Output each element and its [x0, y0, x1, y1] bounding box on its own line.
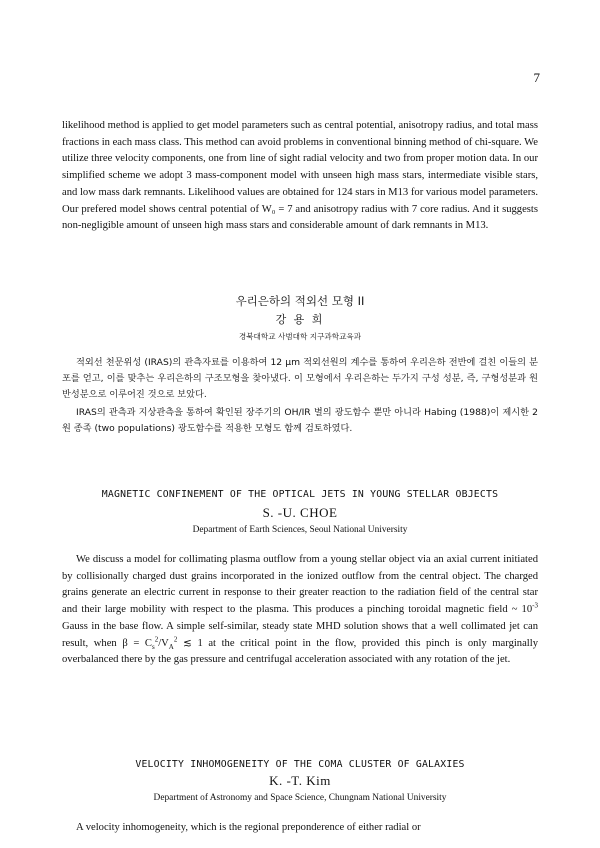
jets-text-part-c: /V [158, 637, 169, 649]
sound-speed-subscript: s [151, 642, 155, 651]
alfven-speed-subscript: A [168, 642, 174, 651]
intro-paragraph: likelihood method is applied to get model parameters such as central potential, anisotropy radius, and total mass fractions in each mass class. This method can avoid problems in conventional binning method of chi-square. We utilize three velocity components, one from line of sight radial velocity and two from proper motion data. In our simplified scheme we adopt 3 mass-component model with unseen high mass stars, intermediate visible stars, and low mass dark remnants. Likelihood values are obtained for 124 stars in M13 for various model parameters. Our prefered model shows central potential of W₀ = 7 and anisotropy radius with 7 core radius. And it suggests non-negligible amount of unseen high mass stars and considerable amount of dark remnants in M13. [62, 120, 538, 232]
korean-abstract-title: 우리은하의 적외선 모형 II [235, 294, 365, 308]
page-number: 7 [533, 70, 540, 85]
coma-abstract-first-line: A velocity inhomogeneity, which is the regional preponderence of either radial or [76, 822, 421, 833]
jets-abstract-affiliation: Department of Earth Sciences, Seoul National University [192, 525, 408, 535]
sound-speed-square: 2 [154, 634, 159, 643]
field-exponent: -3 [532, 601, 538, 610]
coma-abstract-title: VELOCITY INHOMOGENEITY OF THE COMA CLUSTER OF GALAXIES [135, 759, 465, 770]
korean-abstract-affiliation: 경북대학교 사범대학 지구과학교육과 [238, 332, 362, 341]
coma-abstract-affiliation: Department of Astronomy and Space Science, Chungnam National University [153, 793, 447, 803]
jets-abstract-paragraph [62, 552, 538, 669]
jets-text-part-b: Gauss in the base flow. A simple self-similar, steady state MHD solution shows that a well collimated jet can result, when β = C [62, 620, 538, 649]
jets-text-part-a: We discuss a model for collimating plasma outflow from a young stellar object via an axial current initiated by collisionally charged dust grains incorporated in the ionized outflow from the central object. The charged grains generate an electric current in response to their greater reaction to the radiation field of the central star and their large mobility with respect to the plasma. This produces a pinching toroidal magnetic field ~ 10 [62, 554, 538, 616]
coma-abstract-author: K. -T. Kim [269, 773, 331, 788]
jets-text-part-d: ≲ 1 at the critical point in the flow, provided this pinch is only marginally overbalanced there by the gas pressure and centrifugal acceleration associated with any rotation of the jet. [62, 637, 538, 666]
korean-abstract-author: 강 용 희 [275, 313, 325, 326]
jets-abstract-author: S. -U. CHOE [262, 505, 338, 520]
jets-abstract-title: MAGNETIC CONFINEMENT OF THE OPTICAL JETS IN YOUNG STELLAR OBJECTS [101, 489, 499, 500]
alfven-speed-square: 2 [173, 634, 178, 643]
korean-abstract-paragraph-1: 적외선 천문위성 (IRAS)의 관측자료를 이용하여 12 μm 적외선원의 계수를 통하여 우리은하 전반에 걸친 이들의 분포를 얻고, 이를 맞추는 우리은하의 구조모형을 찾아냈다. 이 모형에서 우리은하는 두가지 구성 성분, 즉, 구형성분과 원반성분으로 이루어진 것으로 보았다. [62, 357, 538, 401]
korean-abstract-paragraph-2: IRAS의 관측과 지상관측을 통하여 확인된 장주기의 OH/IR 별의 광도함수 뿐만 아니라 Habing (1988)이 제시한 2원 종족 (two populations) 광도함수를 적용한 모형도 함께 검토하였다. [62, 407, 538, 435]
